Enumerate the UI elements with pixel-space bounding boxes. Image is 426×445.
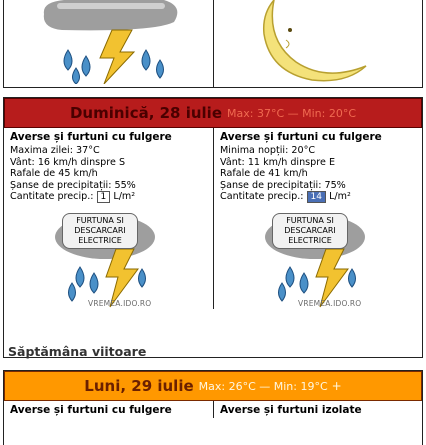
precip-chance-line: Șanse de precipitații: 75%	[220, 179, 346, 191]
storm-warning-graphic	[50, 209, 160, 309]
gusts-line: Rafale de 45 km/h	[10, 168, 98, 180]
sign-line: FURTUNA SI	[76, 216, 124, 226]
forecast-summary: Averse și furtuni cu fulgere	[220, 131, 382, 143]
top-forecast-icons	[3, 0, 423, 88]
day-header	[4, 98, 422, 128]
forecast-summary: Averse și furtuni cu fulgere	[10, 131, 172, 143]
night-period-column	[213, 128, 422, 309]
forecast-day-block	[3, 97, 423, 358]
day-temps: Max: 26°C — Min: 19°C	[198, 379, 328, 393]
forecast-day-block	[3, 370, 423, 445]
sign-line: ELECTRICE	[288, 236, 332, 246]
sign-line: ELECTRICE	[78, 236, 122, 246]
wind-line: Vânt: 11 km/h dinspre E	[220, 156, 336, 168]
sign-line: FURTUNA SI	[286, 216, 334, 226]
storm-warning-sign	[62, 213, 138, 249]
wind-line: Vânt: 16 km/h dinspre S	[10, 156, 126, 168]
storm-warning-graphic	[260, 209, 370, 309]
moon-icon	[256, 0, 376, 84]
precip-label: Cantitate precip.:	[220, 191, 304, 203]
day-title: Luni, 29 iulie	[84, 377, 194, 395]
max-temp-line: Maxima zilei: 37°C	[10, 145, 100, 156]
gusts-line: Rafale de 41 km/h	[220, 168, 308, 180]
precip-chance-line: Șanse de precipitații: 55%	[10, 179, 136, 191]
precip-amount-line	[10, 191, 209, 203]
expand-icon[interactable]: +	[331, 379, 342, 393]
day-header	[4, 371, 422, 401]
min-temp-line: Minima nopții: 20°C	[220, 145, 316, 156]
precip-unit: L/m²	[329, 191, 351, 203]
night-period-column	[213, 401, 422, 418]
forecast-summary: Averse și furtuni cu fulgere	[10, 404, 172, 416]
sign-line: DESCARCARI	[284, 226, 336, 236]
precip-unit: L/m²	[113, 191, 136, 203]
forecast-summary: Averse și furtuni izolate	[220, 404, 362, 416]
precip-value: 1	[97, 191, 111, 203]
day-title: Duminică, 28 iulie	[69, 104, 222, 122]
day-period-column	[4, 128, 213, 309]
day-period-column	[4, 401, 213, 418]
brand-watermark: VREMEA.IDO.RO	[298, 298, 362, 308]
precip-label: Cantitate precip.:	[10, 191, 94, 203]
precip-value: 14	[307, 191, 326, 203]
section-title: Săptămâna viitoare	[8, 344, 147, 359]
sign-line: DESCARCARI	[74, 226, 126, 236]
storm-warning-sign	[272, 213, 348, 249]
brand-watermark: VREMEA.IDO.RO	[88, 298, 152, 308]
precip-amount-line	[220, 191, 418, 203]
column-divider	[213, 0, 214, 88]
storm-rain-icon	[34, 0, 184, 84]
day-temps: Max: 37°C — Min: 20°C	[227, 106, 357, 120]
